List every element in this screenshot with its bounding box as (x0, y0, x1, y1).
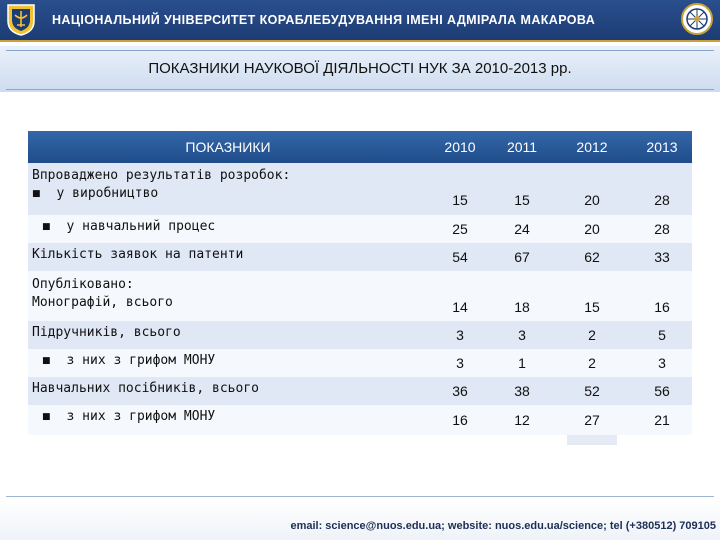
header-year-2011: 2011 (506, 139, 538, 155)
value-2012: 62 (584, 249, 600, 265)
value-2011: 12 (514, 412, 530, 428)
university-shield-icon (6, 3, 36, 36)
value-2012: 20 (584, 221, 600, 237)
value-2013: 16 (654, 299, 670, 315)
table-row (28, 163, 692, 215)
row-label: Опубліковано: (32, 277, 134, 292)
value-2012: 52 (584, 383, 600, 399)
value-2010: 14 (452, 299, 468, 315)
bullet-icon: ■ (42, 222, 51, 232)
table-row (28, 405, 692, 435)
row-label: Кількість заявок на патенти (32, 247, 244, 262)
row-label: ■ з них з грифом МОНУ (42, 409, 216, 424)
row-label: Впроваджено результатів розробок: (32, 168, 291, 183)
value-2011: 24 (514, 221, 530, 237)
value-2012: 2 (588, 327, 596, 343)
table-header-row (28, 131, 692, 163)
value-2011: 15 (514, 192, 530, 208)
page-title: ПОКАЗНИКИ НАУКОВОЇ ДІЯЛЬНОСТІ НУК ЗА 2010-2013 рр. (148, 60, 572, 77)
table-row (28, 377, 692, 405)
value-2011: 67 (514, 249, 530, 265)
value-2013: 3 (658, 355, 666, 371)
header-year-2013: 2013 (646, 139, 678, 155)
value-2012: 15 (584, 299, 600, 315)
value-2012: 20 (584, 192, 600, 208)
bullet-icon: ■ (32, 189, 41, 199)
value-2011: 38 (514, 383, 530, 399)
value-2010: 3 (456, 327, 464, 343)
value-2013: 28 (654, 221, 670, 237)
header-year-2010: 2010 (444, 139, 476, 155)
table-row (28, 215, 692, 243)
table-row (28, 271, 692, 321)
row-label: ■ з них з грифом МОНУ (42, 353, 216, 368)
value-2010: 15 (452, 192, 468, 208)
row-label: Навчальних посібників, всього (32, 381, 259, 396)
value-2011: 1 (518, 355, 526, 371)
value-2013: 56 (654, 383, 670, 399)
value-2010: 25 (452, 221, 468, 237)
value-2013: 21 (654, 412, 670, 428)
value-2010: 36 (452, 383, 468, 399)
row-sublabel: Монографій, всього (32, 295, 173, 310)
contact-footer: email: science@nuos.edu.ua; website: nuos.edu.ua/science; tel (+380512) 709105 (290, 520, 716, 532)
row-label: Підручників, всього (32, 325, 181, 340)
value-2013: 5 (658, 327, 666, 343)
value-2011: 3 (518, 327, 526, 343)
bullet-icon: ■ (42, 412, 51, 422)
value-2010: 3 (456, 355, 464, 371)
header-year-2012: 2012 (576, 139, 608, 155)
footer-divider (6, 496, 714, 497)
table-row (28, 243, 692, 271)
header-indicators: ПОКАЗНИКИ (185, 139, 271, 155)
value-2011: 18 (514, 299, 530, 315)
value-2010: 54 (452, 249, 468, 265)
top-header-bar (0, 0, 720, 42)
value-2012: 2 (588, 355, 596, 371)
university-name: НАЦІОНАЛЬНИЙ УНІВЕРСИТЕТ КОРАБЛЕБУДУВАННЯ ІМЕНІ АДМІРАЛА МАКАРОВА (52, 13, 596, 27)
value-2013: 28 (654, 192, 670, 208)
row-label: ■ у навчальний процес (42, 219, 216, 234)
value-2010: 16 (452, 412, 468, 428)
row-sublabel: ■ у виробництво (32, 186, 159, 201)
university-emblem-icon (680, 2, 714, 36)
table-row (28, 321, 692, 349)
bullet-icon: ■ (42, 356, 51, 366)
value-2013: 33 (654, 249, 670, 265)
table-row (28, 349, 692, 377)
value-2012: 27 (584, 412, 600, 428)
